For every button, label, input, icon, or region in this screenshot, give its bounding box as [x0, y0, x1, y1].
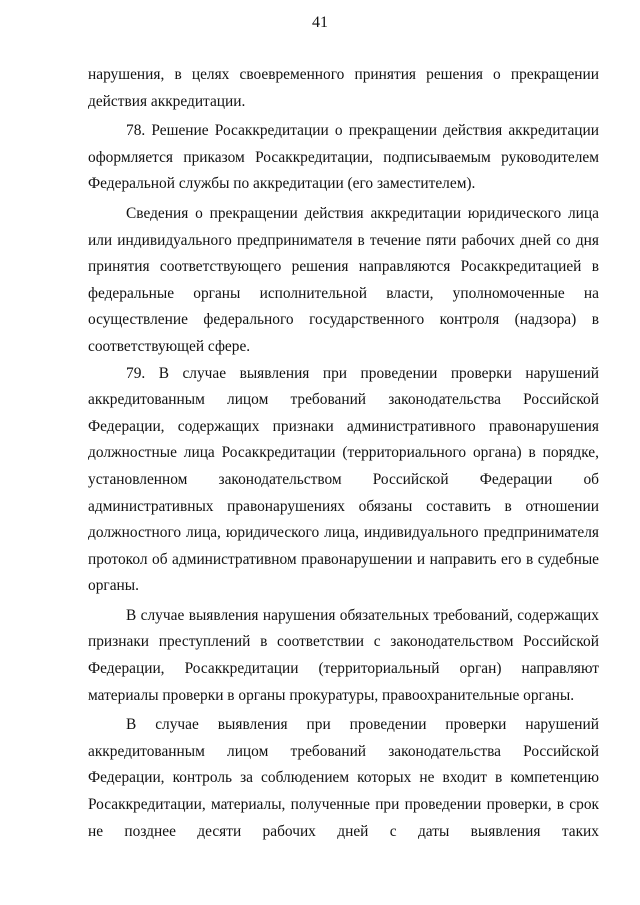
paragraph-termination-info: Сведения о прекращении действия аккредитации юридического лица или индивидуального предпринимателя в течение пяти рабочих дней со дня принятия соответствующего решения направляются Росаккредитацией в федеральные органы исполнительной власти, уполномоченные на осуществление федерального государственного контроля (надзора) в соответствующей сфере.: [88, 204, 599, 355]
document-body: [88, 62, 599, 845]
paragraph-continuation: нарушения, в целях своевременного принятия решения о прекращении действия аккредитации.: [88, 66, 599, 110]
paragraph-outside-competence: В случае выявления при проведении проверки нарушений аккредитованным лицом требований законодательства Российской Федерации, контроль за соблюдением которых не входит в компетенцию Росаккредитации, материалы, полученные при проведении проверки, в срок не позднее десяти рабочих дней с даты выявления таких: [88, 716, 599, 840]
paragraph-78: 78. Решение Росаккредитации о прекращении действия аккредитации оформляется приказом Росаккредитации, подписываемым руководителем Федеральной службы по аккредитации (его заместителем).: [88, 122, 599, 193]
paragraph-criminal-violations: В случае выявления нарушения обязательных требований, содержащих признаки преступлений в соответствии с законодательством Российской Федерации, Росаккредитации (территориальный орган) направляют материалы проверки в органы прокуратуры, правоохранительные органы.: [88, 606, 599, 704]
paragraph-79: 79. В случае выявления при проведении проверки нарушений аккредитованным лицом требований законодательства Российской Федерации, содержащих признаки административного правонарушения должностные лица Росаккредитации (территориального органа) в порядке, установленном законодательством Российской Федерации об административных правонарушениях обязаны составить в отношении должностного лица, юридического лица, индивидуального предпринимателя протокол об административном правонарушении и направить его в судебные органы.: [88, 364, 599, 595]
page-number: 41: [312, 14, 328, 31]
